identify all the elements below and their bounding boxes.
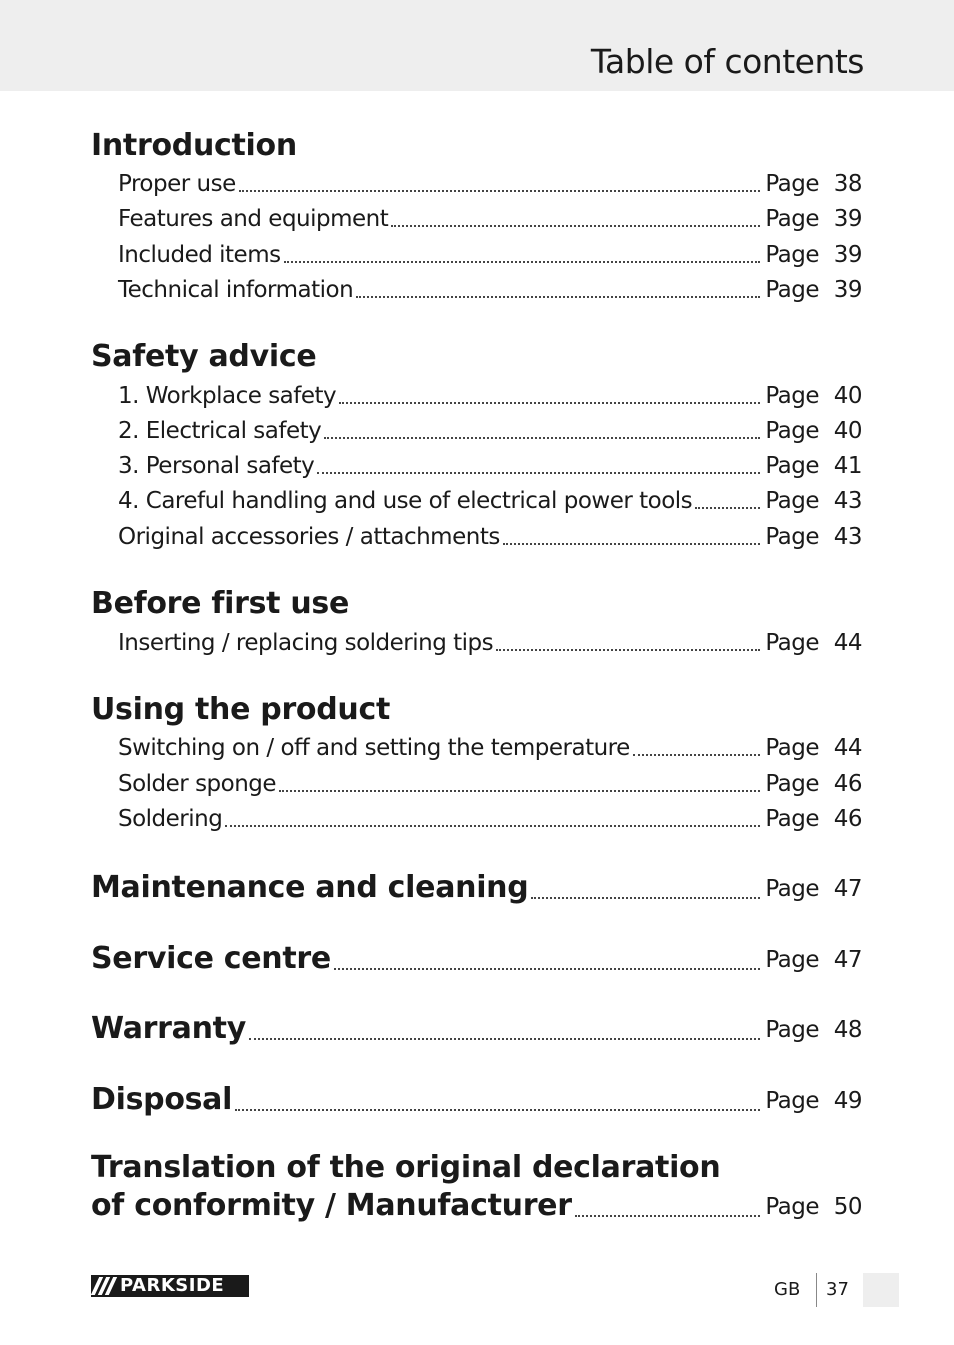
dot-leader [284, 261, 761, 263]
page-word: Page [765, 1194, 819, 1220]
parkside-logo [91, 1275, 249, 1297]
page-number: 50 [833, 1194, 862, 1220]
page-number: 49 [833, 1088, 862, 1114]
toc-entry[interactable] [118, 236, 862, 270]
toc-entry[interactable] [118, 800, 862, 834]
toc-entry-label: Technical information [118, 277, 354, 303]
toc-entry-label: of conformity / Manufacturer [91, 1188, 572, 1223]
page-number: 46 [833, 771, 862, 797]
footer-divider [816, 1273, 817, 1307]
declaration-heading-line1: Translation of the original declaration [91, 1150, 721, 1185]
page-number: 43 [833, 524, 862, 550]
dot-leader [249, 1038, 760, 1040]
toc-entry-label: Disposal [91, 1082, 233, 1117]
page-number: 47 [833, 947, 862, 973]
dot-leader [239, 190, 761, 192]
toc-entry-label: 3. Personal safety [118, 453, 315, 479]
toc-entry-label: 4. Careful handling and use of electrical power tools [118, 488, 693, 514]
page-number: 48 [833, 1017, 862, 1043]
page-word: Page [765, 876, 819, 902]
toc-entry-declaration[interactable] [91, 1184, 862, 1224]
toc-entry[interactable] [118, 447, 862, 481]
toc-entry-label: Inserting / replacing soldering tips [118, 630, 494, 656]
section-heading-safety-advice: Safety advice [91, 339, 317, 374]
page-number: 39 [833, 277, 862, 303]
footer-tab-marker [863, 1273, 899, 1307]
toc-entry-label: Service centre [91, 941, 331, 976]
page-number: 41 [833, 453, 862, 479]
page-word: Page [765, 630, 819, 656]
page-number: 44 [833, 630, 862, 656]
page-word: Page [765, 383, 819, 409]
dot-leader [503, 543, 760, 545]
dot-leader [339, 402, 760, 404]
toc-entry[interactable] [118, 729, 862, 763]
page-number: 46 [833, 806, 862, 832]
page-number: 47 [833, 876, 862, 902]
page-word: Page [765, 453, 819, 479]
toc-entry-label: Warranty [91, 1011, 246, 1046]
toc-entry-label: Switching on / off and setting the temperature [118, 735, 630, 761]
toc-entry-service-centre[interactable] [91, 937, 862, 977]
page-number: 39 [833, 206, 862, 232]
toc-entry[interactable] [118, 377, 862, 411]
section-heading-using-the-product: Using the product [91, 692, 391, 727]
page-word: Page [765, 1088, 819, 1114]
toc-entry[interactable] [118, 482, 862, 516]
toc-entry[interactable] [118, 624, 862, 658]
toc-entry-label: Soldering [118, 806, 223, 832]
section-heading-before-first-use: Before first use [91, 586, 349, 621]
page-word: Page [765, 771, 819, 797]
toc-entry-label: Maintenance and cleaning [91, 870, 529, 905]
page-word: Page [765, 806, 819, 832]
page-number: 43 [833, 488, 862, 514]
page-word: Page [765, 488, 819, 514]
toc-entry-label: Proper use [118, 171, 236, 197]
logo-stripes-icon [95, 1277, 116, 1295]
dot-leader [235, 1109, 760, 1111]
page-word: Page [765, 418, 819, 444]
page-number: 44 [833, 735, 862, 761]
dot-leader [496, 649, 760, 651]
page-word: Page [765, 277, 819, 303]
toc-entry-label: Features and equipment [118, 206, 389, 232]
toc-entry-warranty[interactable] [91, 1007, 862, 1047]
toc-entry-label: 1. Workplace safety [118, 383, 337, 409]
dot-leader [695, 507, 760, 509]
section-heading-introduction: Introduction [91, 128, 297, 163]
dot-leader [317, 472, 760, 474]
toc-entry[interactable] [118, 165, 862, 199]
toc-entry-label: Original accessories / attachments [118, 524, 500, 550]
page-number: 39 [833, 242, 862, 268]
page-word: Page [765, 206, 819, 232]
dot-leader [391, 225, 760, 227]
toc-entry[interactable] [118, 518, 862, 552]
page-title: Table of contents [590, 42, 864, 81]
toc-entry-label: Included items [118, 242, 281, 268]
page-word: Page [765, 947, 819, 973]
toc-entry[interactable] [118, 271, 862, 305]
page-word: Page [765, 242, 819, 268]
dot-leader [225, 825, 760, 827]
toc-entry-label: 2. Electrical safety [118, 418, 322, 444]
dot-leader [334, 968, 760, 970]
page-number: 40 [833, 383, 862, 409]
toc-entry-maintenance-and-cleaning[interactable] [91, 866, 862, 906]
page-number: 40 [833, 418, 862, 444]
dot-leader [356, 296, 760, 298]
page-word: Page [765, 524, 819, 550]
footer-page-number: 37 [826, 1279, 849, 1300]
toc-entry-disposal[interactable] [91, 1078, 862, 1118]
dot-leader [324, 437, 760, 439]
page-word: Page [765, 735, 819, 761]
dot-leader [531, 897, 760, 899]
dot-leader [633, 754, 761, 756]
dot-leader [575, 1215, 761, 1217]
toc-entry[interactable] [118, 765, 862, 799]
toc-entry-label: Solder sponge [118, 771, 277, 797]
dot-leader [279, 790, 760, 792]
toc-entry[interactable] [118, 412, 862, 446]
page-word: Page [765, 171, 819, 197]
page-number: 38 [833, 171, 862, 197]
language-code: GB [774, 1279, 801, 1300]
page-word: Page [765, 1017, 819, 1043]
toc-entry[interactable] [118, 200, 862, 234]
brand-name: PARKSIDE [120, 1275, 225, 1296]
